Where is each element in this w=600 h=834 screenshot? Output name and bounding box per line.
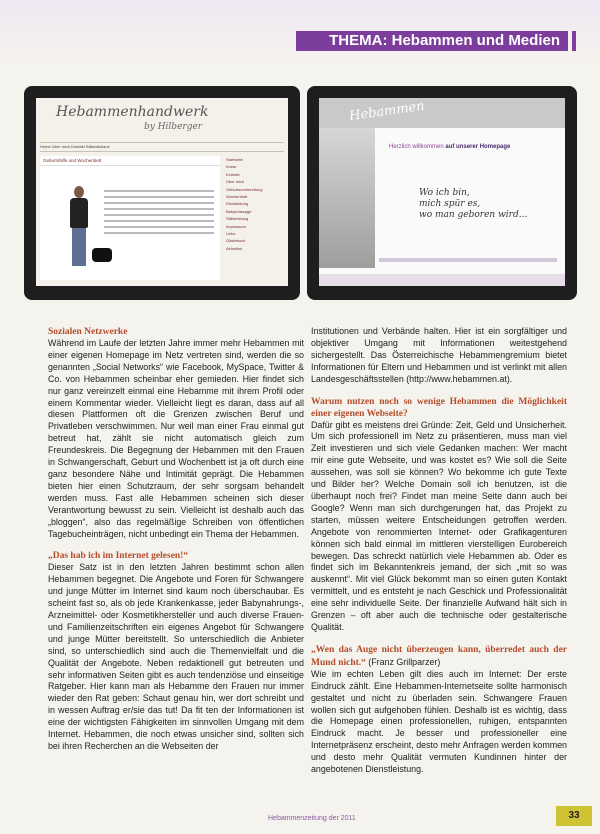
welcome-post: auf unserer Homepage <box>445 144 511 150</box>
banner-photo <box>319 128 375 268</box>
section-heading-own-website: Warum nutzen noch so wenige Hebammen die Möglichkeit einer eigenen Webseite? <box>311 396 567 419</box>
menu-item: Impressum <box>226 223 246 229</box>
publication-footer: Hebammenzeitung der 2011 <box>268 815 356 822</box>
content-divider <box>379 258 557 262</box>
site-footer-bar <box>319 274 565 286</box>
site-heading: Geburtshilfe und Wochenbett <box>40 156 220 166</box>
bag-photo <box>92 248 112 262</box>
section-heading-internet: „Das hab ich im Internet gelesen!“ <box>48 551 189 562</box>
welcome-text <box>389 144 510 150</box>
quote-line: wo man geboren wird... <box>419 210 528 220</box>
theme-tick <box>572 31 576 51</box>
site-logo: Hebammen <box>348 98 426 125</box>
screenshot-2-page <box>319 98 565 286</box>
site-title: Hebammenhandwerk <box>56 104 209 120</box>
article-column-right <box>311 326 567 776</box>
site-side-menu <box>226 156 284 280</box>
menu-item: Links <box>226 231 236 237</box>
site-navigation: Home Über mich Kontakt Stillambulanz <box>40 142 284 152</box>
section-heading-social-networks: Sozialen Netzwerke <box>48 327 128 337</box>
menu-item: Stillberatung <box>226 216 249 222</box>
quote-author: (Franz Grillparzer) <box>368 656 441 667</box>
top-band <box>0 0 600 60</box>
paragraph: Wie im echten Leben gilt dies auch im Internet: Der erste Eindruck zählt. Eine Hebammen-Internetseite sollte harmonisch gestaltet und nicht zu überladen sein. Schwangere Frauen wollen sich gut aufgehoben fühlen. Deshalb ist es wichtig, dass die Homepage einen professionellen, ruhigen, entspannten Eindruck macht. Je besser und professioneller eine Internetpräsenz erscheint, desto mehr Anfragen werden kommen und desto mehr Qualität vermuten Kundinnen hinter der angebotenen Dienstleistung. <box>311 668 567 775</box>
menu-item: Wochenbett <box>226 194 248 200</box>
menu-item: Über mich <box>226 179 245 185</box>
menu-item: Startseite <box>226 157 243 162</box>
section-theme-label: THEMA: Hebammen und Medien <box>296 31 568 51</box>
menu-item: Babymassage <box>226 208 252 214</box>
menu-item: Kurse <box>226 164 237 170</box>
page-number: 33 <box>556 806 592 826</box>
quote-line: mich spür es, <box>419 199 481 209</box>
menu-item: Geburtsvorbereitung <box>226 186 263 192</box>
quote-text: „Wen das Auge nicht überzeugen kann, überredet auch der Mund nicht.“ <box>311 644 567 668</box>
website-screenshot-2 <box>307 86 577 300</box>
menu-item: Aktuelles <box>226 245 243 251</box>
paragraph: Institutionen und Verbände halten. Hier ist ein sorgfältiger und objektiver Umgang mit Informationen weitestgehend sichergestellt. Das Österreichische Hebammengremium bietet Informationen für Eltern und Hebammen und ist verlinkt mit allen Landesgeschäftsstellen (http://www.hebammen.at). <box>311 326 567 384</box>
handwritten-quote <box>419 188 527 221</box>
midwife-photo <box>66 186 92 270</box>
content-text-lines <box>104 186 214 238</box>
menu-item: Gästebuch <box>226 238 246 244</box>
site-content <box>40 156 220 280</box>
menu-item: Kontakt <box>226 171 240 177</box>
screenshot-1-page <box>36 98 288 286</box>
site-subtitle: by Hilberger <box>144 122 203 132</box>
paragraph: Dafür gibt es meistens drei Gründe: Zeit, Geld und Unsicherheit. Um sich professionell im Netz zu präsentieren, muss man viel Zeit investieren und sich viele Gedanken machen: Wer macht mir eine gute Webseite, und was kostet es? Wie soll die Seite aussehen, was soll sie können? Wo bekomme ich gute Texte und Bilder her? Welche Domain soll ich benutzen, ist die überhaupt noch frei? Findet man meine Seite dann auch bei Google? Wenn man sich durchgerungen hat, das Projekt zu starten, müssen weitere Entscheidungen getroffen werden. Angebote von renommierten Internet- oder Grafikagenturen können sich bald einmal im mittleren vierstelligen Eurobereich bewegen. Das schreckt natürlich viele Hebammen ab. Oder es findet sich im Bekanntenkreis jemand, der sich „mit so was auskennt“. Mit viel Glück bekommt man so einen guten Kontakt vermittelt, und es entsteht je nach Geschick und Professionalität eine sehr individuelle Seite. Der finanzielle Aufwand hält sich in Grenzen – oft aber auch die technische oder gestalterische Qualität. <box>311 419 567 632</box>
website-screenshot-1 <box>24 86 300 300</box>
menu-item: Rückbildung <box>226 201 249 207</box>
quote-line: Wo ich bin, <box>419 188 470 198</box>
paragraph: Dieser Satz ist in den letzten Jahren bestimmt schon allen Hebammen begegnet. Die Angebote und Foren für Schwangere und junge Mütter im Internet sind kaum noch überschaubar. Es scheint fast so, als ob jede Krankenkasse, jeder Babynahrungs-, Arzneimittel- oder Kosmetikhersteller und auch diverse Frauen- und Familienzeitschriften ein eigenes Angebot für Schwangere und junge Mütter bereitstellt. So unterschiedlich die Anbieter sind, so unterschiedlich sind auch die Themenvielfalt und die Qualität der Angebote. Neben redaktionell gut betreuten und sehr informativen Seiten gibt es auch tendenziöse und einseitige Ratgeber. Hier kann man als Hebamme den Frauen nur immer wieder den Rat geben: Schaut genau hin, wer dort schreibt und in wessen Auftrag er/sie das tut! Da fit ten der Informationen ist eine der wichtigsten Fähigkeiten im sinnvollen Umgang mit dem Internet. Hebammen, die noch etwas unsicher sind, sollten sich bei ihren Recherchen an die Webseiten der <box>48 562 304 751</box>
paragraph: Während im Laufe der letzten Jahre immer mehr Hebammen mit einer eigenen Homepage im Netz vertreten sind, werden die so genannten „Social Networks“ wie Facebook, MySpace, Twitter & Co. von Hebammen scheinbar eher gemieden. Hier findet sich nur ganz vereinzelt einmal eine Hebamme mit ihrem Profil oder einem Kommentar wieder. Vielleicht liegt es daran, dass auf all diesen Plattformen oft die Grenzen zwischen Beruf und Privatleben verschwimmen. Nur weil man einer Frau einmal gut betreut hat, zählt sie nicht automatisch gleich zum Freundeskreis. Die Begegnung der Hebammen mit den Frauen in Schwangerschaft, Geburt und Wochenbett ist ja oft durch eine ganz besondere Nähe und Intimität geprägt. Die Hebammen bieten hier einen Schutzraum, der sehr sorgsam behandelt werden muss. Fast alle Hebammen scheinen sich dieser Verantwortung bewusst zu sein. Vielleicht ist deshalb auch das „bloggen“, also das regelmäßige Schreiben von öffentlichen Tagebucheinträgen, nicht unbedingt ein Thema der Hebammen. <box>48 338 304 539</box>
section-heading-quote <box>311 644 567 669</box>
welcome-pre: Herzlich willkommen <box>389 144 444 150</box>
article-column-left <box>48 326 304 753</box>
